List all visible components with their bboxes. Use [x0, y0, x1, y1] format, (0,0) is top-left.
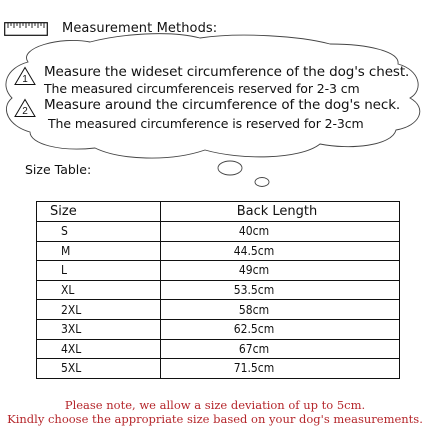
svg-text:1: 1: [22, 74, 28, 85]
method-2-note: The measured circumference is reserved for 2-3cm: [48, 116, 364, 131]
table-row: [37, 222, 400, 242]
size-cell: 3XL: [37, 319, 161, 339]
table-row: [37, 319, 400, 339]
table-row: [37, 241, 400, 261]
column-header-back-length: Back Length: [161, 202, 400, 222]
choose-size-note: Kindly choose the appropriate size based on your dog's measurements.: [7, 412, 423, 426]
size-cell: 2XL: [37, 300, 161, 320]
size-cell: M: [37, 241, 161, 261]
method-1-instruction: Measure the wideset circumference of the dog's chest.: [44, 64, 410, 80]
back-length-cell: 44.5cm: [161, 241, 400, 261]
size-cell: S: [37, 222, 161, 242]
svg-text:2: 2: [22, 106, 28, 117]
size-cell: XL: [37, 280, 161, 300]
table-row: [37, 339, 400, 359]
method-2-instruction: Measure around the circumference of the dog's neck.: [44, 97, 401, 113]
back-length-cell: 67cm: [161, 339, 400, 359]
table-row: [37, 280, 400, 300]
back-length-cell: 49cm: [161, 261, 400, 281]
column-header-size: Size: [37, 202, 161, 222]
warning-icon-1: [14, 66, 36, 86]
back-length-cell: 40cm: [161, 222, 400, 242]
back-length-cell: 58cm: [161, 300, 400, 320]
warning-icon-2: [14, 98, 36, 118]
table-row: [37, 261, 400, 281]
size-table: [36, 201, 400, 379]
measurement-methods-title: Measurement Methods:: [62, 21, 218, 36]
size-table-title: Size Table:: [25, 162, 92, 177]
table-row: [37, 300, 400, 320]
back-length-cell: 62.5cm: [161, 319, 400, 339]
method-1-note: The measured circumferenceis reserved for 2-3 cm: [44, 81, 360, 96]
back-length-cell: 71.5cm: [161, 359, 400, 379]
table-header-row: [37, 202, 400, 222]
back-length-cell: 53.5cm: [161, 280, 400, 300]
size-deviation-note: Please note, we allow a size deviation of up to 5cm.: [64, 398, 366, 412]
size-cell: L: [37, 261, 161, 281]
size-cell: 4XL: [37, 339, 161, 359]
size-cell: 5XL: [37, 359, 161, 379]
table-row: [37, 359, 400, 379]
